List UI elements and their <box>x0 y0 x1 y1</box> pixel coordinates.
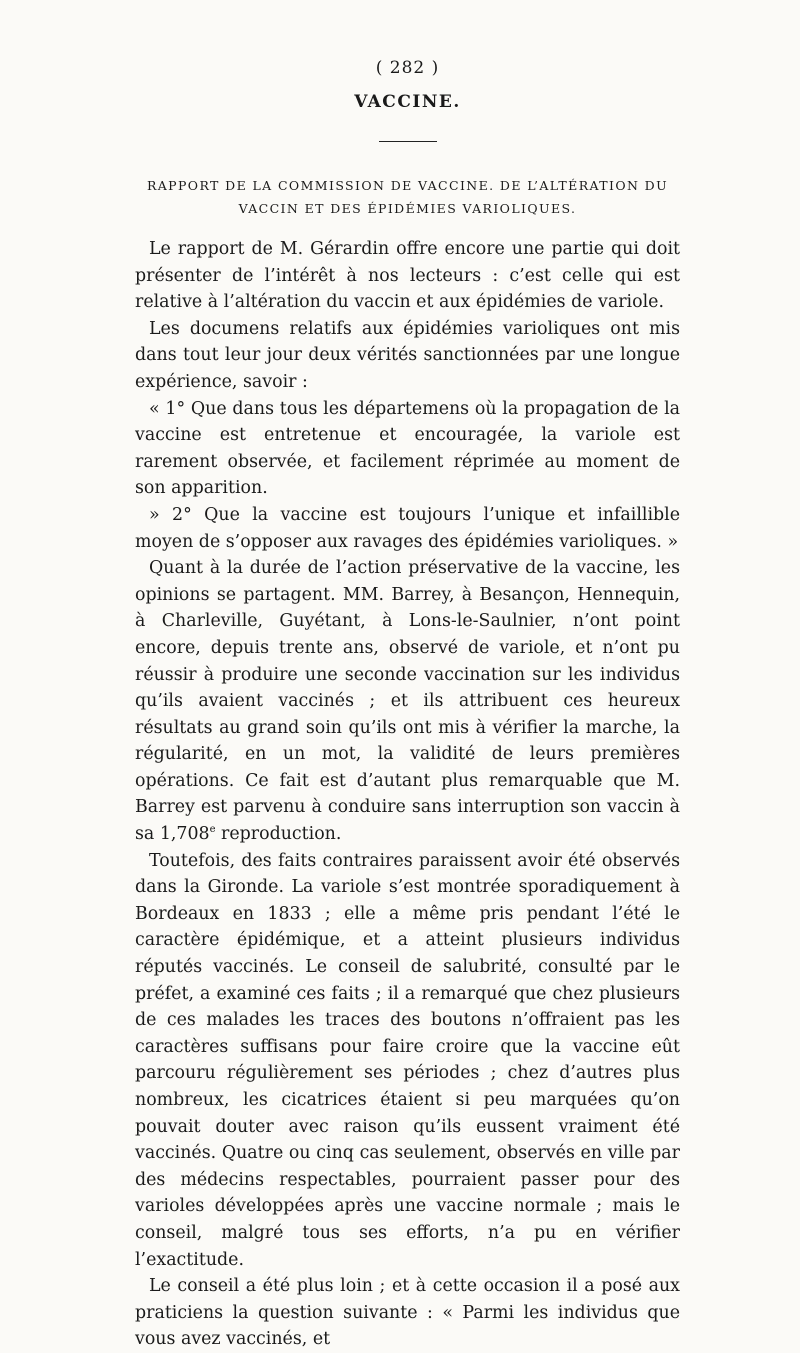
section-title: VACCINE. <box>354 92 461 112</box>
paragraph: Le rapport de M. Gérardin offre encore une partie qui doit présenter de l’intérêt à nos lecteurs : c’est celle qui est relative à l’altération du vaccin et aux épidémies de variole. <box>135 239 680 313</box>
page-number: ( 282 ) <box>375 58 440 78</box>
book-page <box>135 58 680 1353</box>
paragraph: Le conseil a été plus loin ; et à cette occasion il a posé aux praticiens la question suivante : « Parmi les individus que vous avez vaccinés, et <box>135 1276 680 1350</box>
subtitle-line-2: VACCIN ET DES ÉPIDÉMIES VARIOLIQUES. <box>238 201 577 216</box>
section-subtitle <box>135 174 680 220</box>
paragraph-tail: reproduction. <box>215 824 342 845</box>
paragraph: » 2° Que la vaccine est toujours l’unique et infaillible moyen de s’opposer aux ravages des épidémies varioliques. » <box>135 504 680 552</box>
paragraph: Toutefois, des faits contraires paraissent avoir été observés dans la Gironde. La variole s’est montrée sporadiquement à Bordeaux en 1833 ; elle a même pris pendant l’été le caractère épidémique, et a atteint plusieurs individus réputés vaccinés. Le conseil de salubrité, consulté par le préfet, a examiné ces faits ; il a remarqué que chez plusieurs de ces malades les traces des boutons n’offraient pas les caractères suffisans pour faire croire que la vaccine eût parcouru régulièrement ses périodes ; chez d’autres plus nombreux, les cicatrices étaient si peu marquées qu’on pouvait douter avec raison qu’ils eussent vraiment été vaccinés. Quatre ou cinq cas seulement, observés en ville par des médecins respectables, pourraient passer pour des varioles développées après une vaccine normale ; mais le conseil, malgré tous ses efforts, n’a pu en vérifier l’exactitude. <box>135 850 680 1270</box>
body-text <box>135 236 680 1353</box>
paragraph <box>135 555 680 848</box>
subtitle-line-1: RAPPORT DE LA COMMISSION DE VACCINE. DE L’ALTÉRATION DU <box>146 178 669 193</box>
paragraph: « 1° Que dans tous les départemens où la propagation de la vaccine est entretenue et encouragée, la variole est rarement observée, et facilement réprimée au moment de son apparition. <box>135 398 680 499</box>
title-rule <box>379 141 437 142</box>
ordinal-superscript: e <box>209 824 216 836</box>
paragraph: Les documens relatifs aux épidémies varioliques ont mis dans tout leur jour deux vérités sanctionnées par une longue expérience, savoir : <box>135 318 680 392</box>
paragraph-text: Quant à la durée de l’action préservative de la vaccine, les opinions se partagent. MM. Barrey, à Besançon, Hennequin, à Charleville, Guyétant, à Lons-le-Saulnier, n’ont point encore, depuis trente ans, observé de variole, et n’ont pu réussir à produire une seconde vaccination sur les individus qu’ils avaient vaccinés ; et ils attribuent ces heureux résultats au grand soin qu’ils ont mis à vérifier la marche, la régularité, en un mot, la validité de leurs premières opérations. Ce fait est d’autant plus remarquable que M. Barrey est parvenu à conduire sans interruption son vaccin à sa 1,708 <box>135 558 680 845</box>
